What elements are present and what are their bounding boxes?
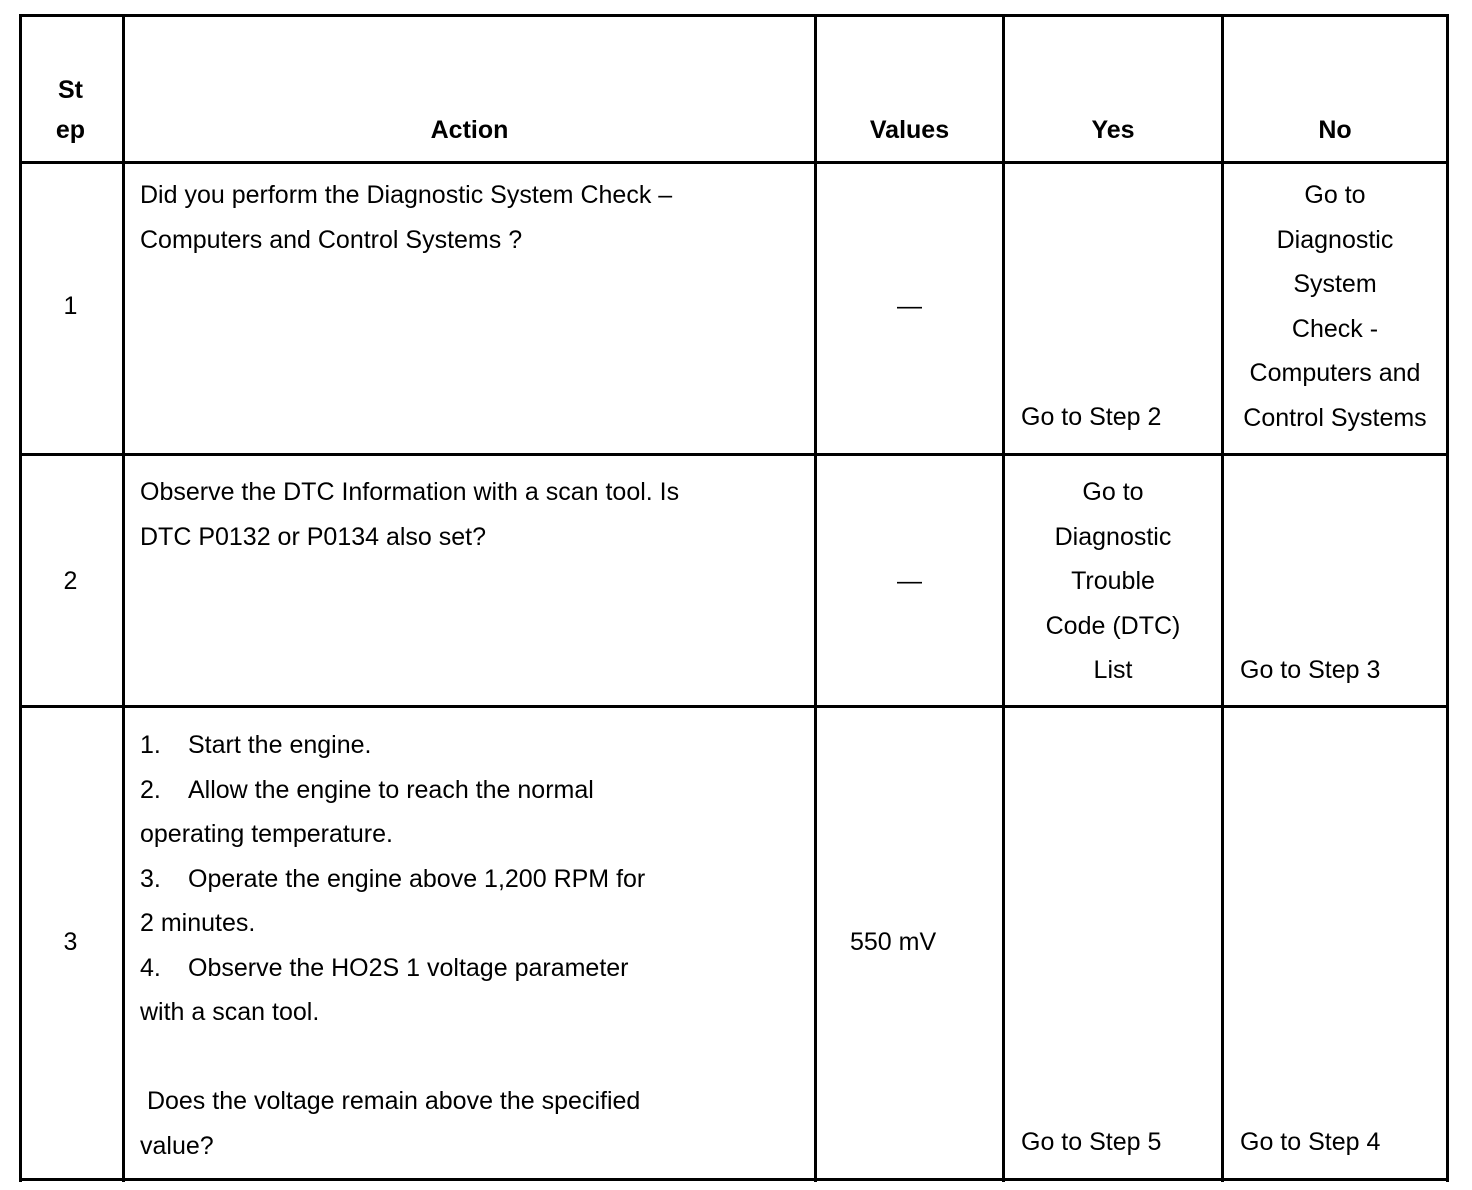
action-list-item — [140, 901, 645, 946]
row1-action-line: Computers and Control Systems ? — [140, 225, 523, 254]
row1-no-line: Go to — [1304, 181, 1366, 209]
action-list-item — [140, 812, 645, 857]
row2-action-line: Observe the DTC Information with a scan tool. Is — [140, 478, 680, 506]
row3-yes-link[interactable]: Go to Step 5 — [1021, 1128, 1162, 1156]
table-border-bottom — [19, 1178, 1449, 1181]
row2-step: 2 — [63, 567, 78, 595]
row2-action — [140, 470, 679, 559]
list-text: Allow the engine to reach the normal — [188, 775, 594, 804]
row1-no-line: Check - — [1291, 314, 1379, 343]
action-list-item — [140, 857, 645, 902]
header-action: Action — [430, 116, 509, 144]
header-step-line1: St — [58, 76, 83, 104]
row-divider-1 — [19, 453, 1449, 456]
row2-yes-line: Code (DTC) — [1045, 611, 1181, 640]
list-text: operating temperature. — [140, 820, 393, 848]
row2-yes-line: List — [1093, 656, 1133, 684]
diagnostic-table — [19, 14, 1449, 1182]
row3-question-line: value? — [140, 1131, 214, 1160]
header-yes: Yes — [1091, 116, 1135, 144]
row1-no-line: Control Systems — [1243, 403, 1427, 432]
row3-question-line: Does the voltage remain above the specified — [140, 1087, 641, 1115]
action-list-item — [140, 768, 645, 813]
list-number: 3. — [140, 864, 161, 893]
row1-value: — — [897, 292, 922, 320]
col-divider-step — [122, 14, 125, 1182]
list-text: with a scan tool. — [140, 998, 320, 1026]
row1-no-line: Diagnostic — [1276, 225, 1394, 254]
list-number: 4. — [140, 953, 161, 982]
action-list-item — [140, 723, 645, 768]
row1-action-line: Did you perform the Diagnostic System Check – — [140, 181, 673, 209]
row2-yes-line: Diagnostic — [1054, 522, 1172, 551]
list-number: 2. — [140, 775, 161, 804]
row2-yes-link[interactable] — [1005, 470, 1221, 693]
row2-action-line: DTC P0132 or P0134 also set? — [140, 522, 487, 551]
table-border-right — [1446, 14, 1449, 1182]
header-step-line2: ep — [55, 116, 86, 144]
row1-no-line: System — [1293, 270, 1377, 298]
list-text: 2 minutes. — [140, 909, 256, 937]
row2-yes-line: Trouble — [1071, 567, 1155, 595]
row1-no-line: Computers and — [1249, 359, 1421, 387]
list-number: 1. — [140, 731, 161, 759]
row2-no-link[interactable]: Go to Step 3 — [1240, 656, 1381, 684]
row-divider-2 — [19, 705, 1449, 708]
header-values: Values — [869, 116, 950, 144]
row3-step: 3 — [63, 928, 78, 956]
list-text: Operate the engine above 1,200 RPM for — [188, 864, 646, 893]
row1-no-link[interactable] — [1224, 173, 1446, 440]
row2-yes-line: Go to — [1082, 478, 1144, 506]
action-list-item — [140, 946, 645, 991]
spacer — [140, 1035, 645, 1080]
row1-action — [140, 173, 672, 262]
table-border-top — [19, 14, 1449, 17]
row1-step: 1 — [63, 292, 78, 320]
row3-action — [140, 723, 645, 1168]
row1-yes-link[interactable]: Go to Step 2 — [1021, 403, 1162, 431]
row3-value: 550 mV — [850, 928, 937, 956]
header-step — [19, 70, 122, 150]
list-text: Observe the HO2S 1 voltage parameter — [188, 953, 629, 982]
row3-no-link[interactable]: Go to Step 4 — [1240, 1128, 1381, 1156]
header-divider — [19, 161, 1449, 164]
row2-value: — — [897, 567, 922, 595]
header-no: No — [1318, 116, 1352, 144]
action-list-item — [140, 990, 645, 1035]
list-text: Start the engine. — [188, 731, 372, 759]
